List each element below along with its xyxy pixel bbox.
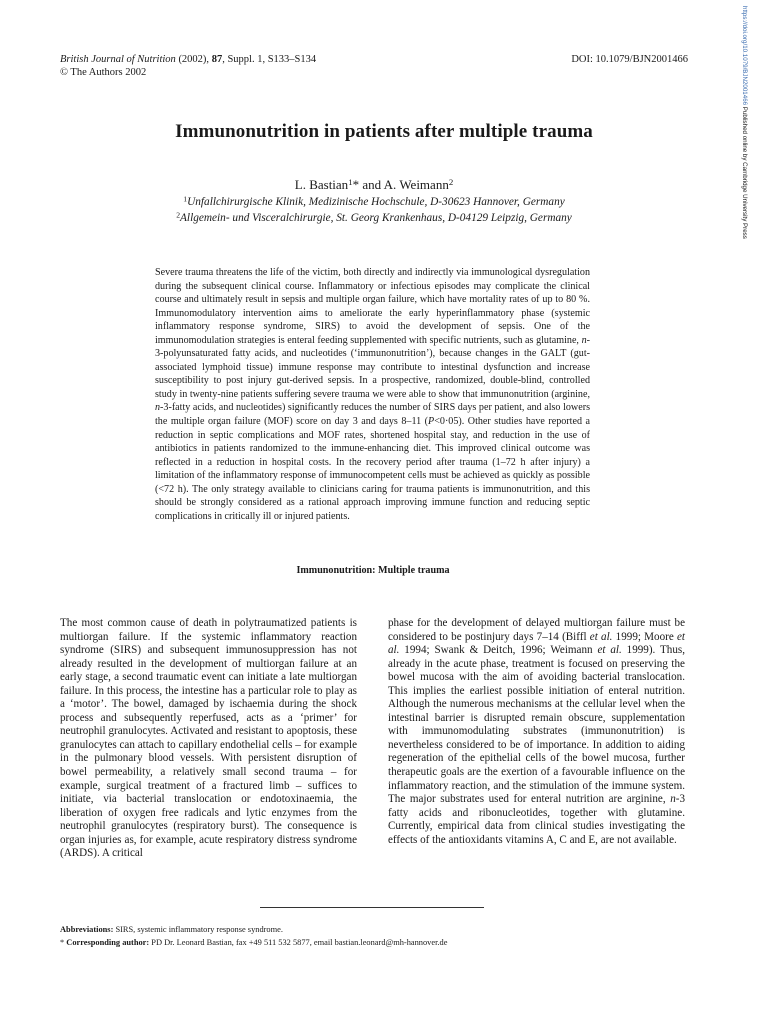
footnote-text: PD Dr. Leonard Bastian, fax +49 511 532 5877, email bastian.leonard@mh-hannover.de xyxy=(149,938,448,947)
article-title: Immunonutrition in patients after multiple trauma xyxy=(175,121,593,142)
citation-etal: et al. xyxy=(388,630,686,657)
affiliation-text: Allgemein- und Visceralchirurgie, St. Georg Krankenhaus, D-04129 Leipzig, Germany xyxy=(180,212,572,224)
copyright-notice: © The Authors 2002 xyxy=(60,67,147,78)
body-italic: n xyxy=(670,793,676,806)
abstract-italic: n xyxy=(155,402,161,414)
footnote-corresponding-author xyxy=(60,937,720,948)
abstract-text: <0·05). Other studies have reported a reduction in septic complications and MOF rates, shortened hospital stay, and reduction in the use of antibiotics in patients randomized to the immune-enhancing diet. This improved clinical outcome was reflected in a reduction in hospital costs. In the recovery period after trauma (1–72 h after injury) a limitation of the inflammatory response of immunocompetent cells must be achieved as quickly as possible (<72 h). The only strategy available to clinicians caring for trauma patients is immunonutrition, and this should be strongly considered as a rational approach improving immune function and reducing septic complications in critically ill or injured patients. xyxy=(155,416,590,522)
doi-link[interactable]: https://doi.org/10.1079/BJN2001466 xyxy=(741,6,748,106)
body-column-right xyxy=(388,617,685,847)
journal-pages: , Suppl. 1, S133–S134 xyxy=(222,54,317,65)
journal-citation xyxy=(60,53,316,79)
body-text: phase for the development of delayed multiorgan failure must be considered to be postinjury days 7–14 (Biffl xyxy=(388,617,685,643)
footnote-star: * xyxy=(60,938,65,947)
affiliation-mark: 2 xyxy=(448,177,454,188)
abstract-italic: P xyxy=(428,416,435,428)
footnote-text: SIRS, systemic inflammatory response syndrome. xyxy=(113,925,283,934)
journal-citation-line xyxy=(60,53,316,66)
journal-year: (2002), xyxy=(178,54,210,65)
author-list xyxy=(0,177,748,193)
abstract-text: -3-polyunsaturated fatty acids, and nucleotides (‘immunonutrition’), because changes in the GALT (gut-associated lymphoid tissue) immune response may contribute to intestinal dysfunction and increase susceptibility to post injury gut-derived sepsis. In a prospective, randomized, double-blind, controlled study in twenty-nine patients suffering severe trauma we were able to show that immunonutrition (arginine, xyxy=(155,334,590,400)
corresponding-star: * xyxy=(352,177,360,192)
vertical-doi-banner xyxy=(736,6,748,326)
body-text: 1999; Moore xyxy=(612,630,677,643)
body-text: 1999). Thus, already in the acute phase, treatment is focused on preserving the bowel mucosa with the aim of avoiding bacterial translocation. This implies the earliest possible initiation of enteral nutrition. Although the numerous mechanisms at the cellular level when the intestinal barrier is disrupted remain obscure, supplementation with immunomodulating substrates (immunonutrition) is nevertheless considered to be of importance. In addition to aiding regeneration of the epithelial cells of the bowel mucosa, further therapeutic goals are the exertion of a favourable influence on the inflammatory reaction, and the stimulation of the immune system. The major substrates used for enteral nutrition are arginine, xyxy=(388,644,685,806)
journal-name: British Journal of Nutrition xyxy=(60,54,176,65)
affiliation-mark: 1 xyxy=(348,177,353,188)
body-column-left: The most common cause of death in polytraumatized patients is multiorgan failure. If the systemic inflammatory reaction syndrome (SIRS) and subsequent immunosuppression has not already resulted in the development of multiorgan failure at an early stage, a second traumatic event can initiate a late multiorgan failure. In this process, the intestine has a particular role to play as a ‘motor’. The bowel, damaged by ischaemia during the shock process and subsequently reperfused, acts as a ‘primer’ for neutrophil granulocytes. Activated and resistant to apoptosis, these granulocytes can attach to capillary endothelial cells – for example in the pulmonary blood vessels. With persistent disruption of bowel permeability, a relatively small second trauma – for example, surgical treatment of a fractured limb – suffices to initiate, via bacterial translocation or endotoxinaemia, the liberation of oxygen free radicals and lytic enzymes from the neutrophil granulocytes (respiratory burst). The consequence is organ injuries as, for example, acute respiratory distress syndrome (ARDS). A critical xyxy=(60,617,357,860)
abstract-italic: n xyxy=(581,334,587,346)
keywords: Immunonutrition: Multiple trauma xyxy=(296,565,450,576)
doi-label: DOI: 10.1079/BJN2001466 xyxy=(571,54,688,65)
author-separator: and xyxy=(359,177,384,192)
journal-volume: 87 xyxy=(211,54,223,65)
affiliation-mark: 2 xyxy=(176,210,181,220)
citation-etal: et al. xyxy=(589,630,613,643)
footnote-label: Corresponding author: xyxy=(64,938,150,947)
footnote-divider xyxy=(260,907,484,908)
author-name: A. Weimann xyxy=(383,177,449,192)
body-text: -3 fatty acids and ribonucleotides, together with glutamine. Currently, empirical data from clinical studies investigating the effects of the antioxidants vitamins A, C and E, are not available. xyxy=(388,793,685,846)
citation-etal: et al. xyxy=(597,644,622,657)
footnote-label: Abbreviations: xyxy=(60,925,114,934)
author-name: L. Bastian xyxy=(294,177,349,192)
publisher-note: Published online by Cambridge University Press xyxy=(741,105,748,239)
footnote-abbreviations xyxy=(60,924,720,935)
abstract-text: Severe trauma threatens the life of the victim, both directly and indirectly via immunological dysregulation during the subsequent clinical course. Inflammatory or infectious episodes may complicate the clinical course and ultimately result in sepsis and multiple organ failure, which have mortality rates of up to 80 %. Immunomodulatory intervention aims to ameliorate the early hyperinflammatory phase (systemic inflammatory response syndrome, SIRS) to avoid the development of sepsis. One of the immunomodulation strategies is enteral feeding supplemented with specific nutrients, such as glutamine, xyxy=(155,267,590,346)
abstract xyxy=(155,266,590,523)
affiliation xyxy=(0,212,748,224)
body-text: 1994; Swank & Deitch, 1996; Weimann xyxy=(399,644,598,657)
affiliation xyxy=(0,196,748,208)
affiliation-text: Unfallchirurgische Klinik, Medizinische Hochschule, D-30623 Hannover, Germany xyxy=(187,196,565,208)
affiliation-mark: 1 xyxy=(183,194,188,204)
abstract-text: -3-fatty acids, and nucleotides) significantly reduces the number of SIRS days per patient, and also lowers the multiple organ failure (MOF) score on day 3 and days 8–11 ( xyxy=(155,402,590,428)
